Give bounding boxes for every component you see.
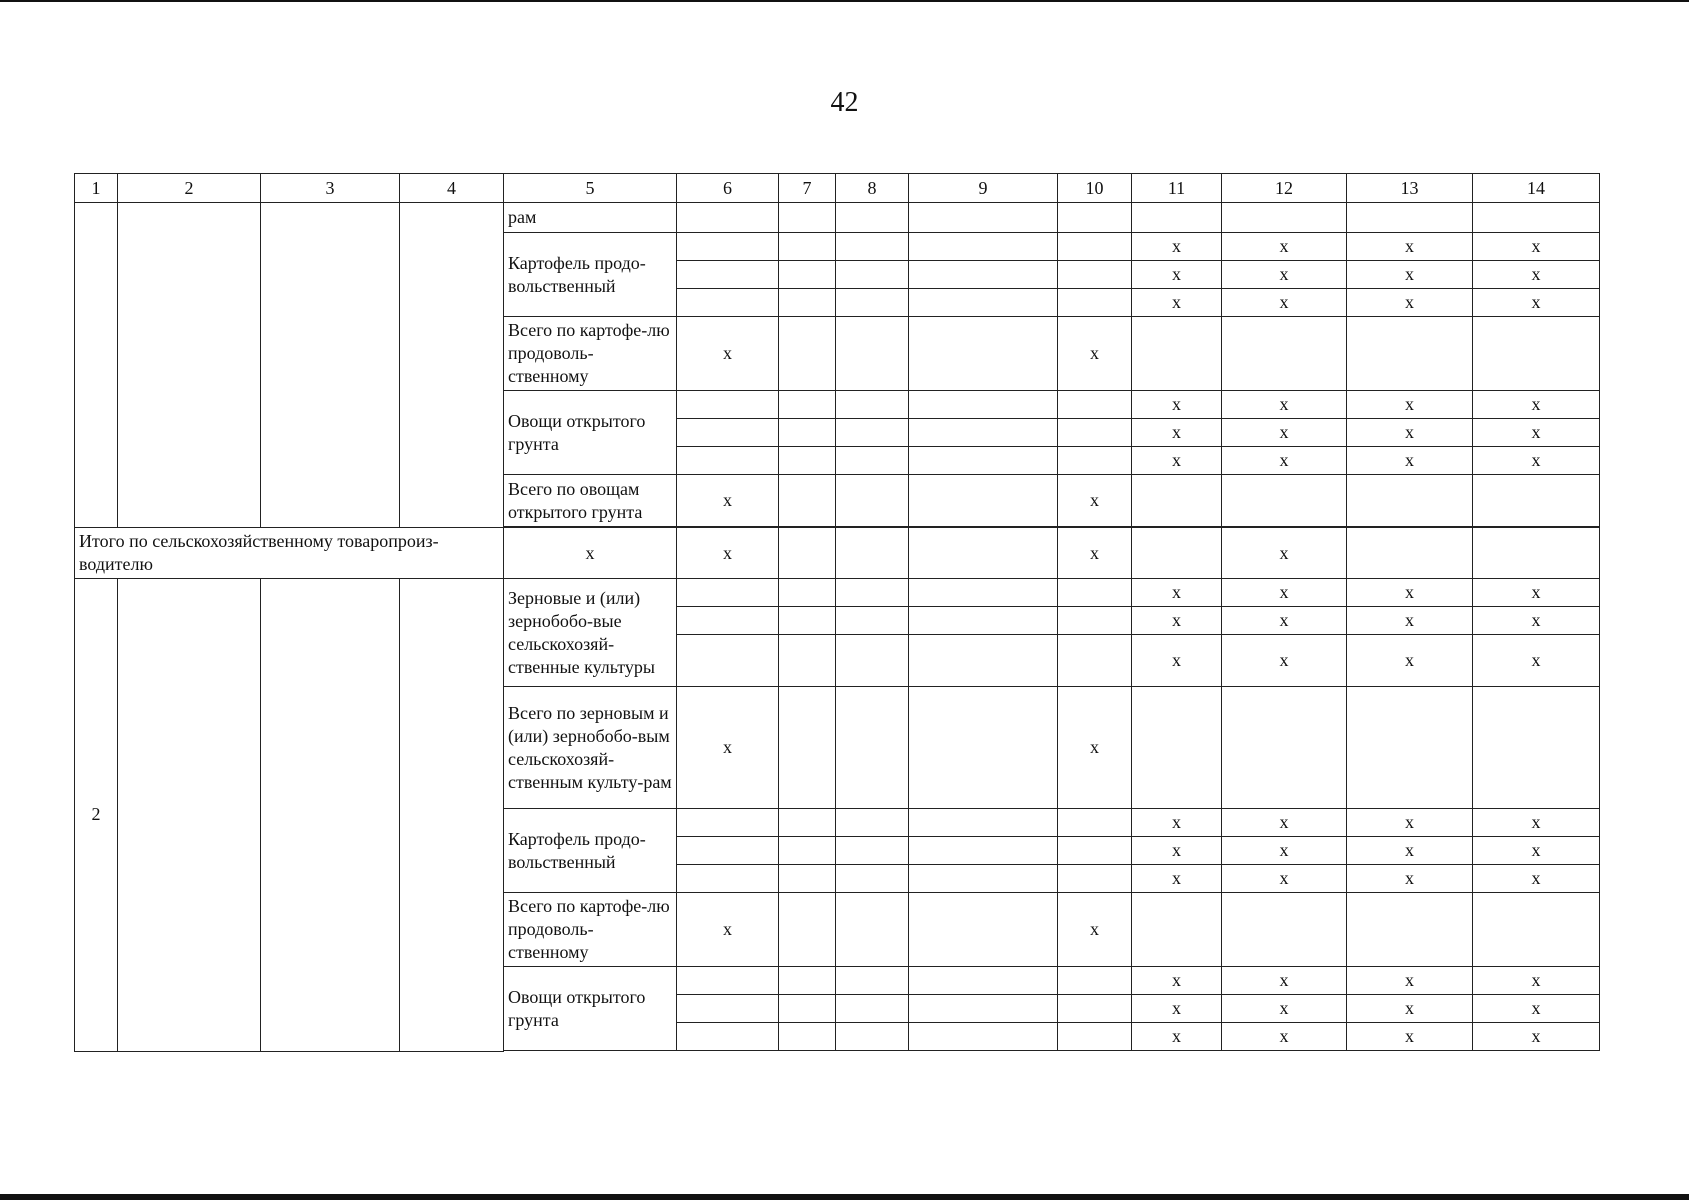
x-mark: x [1473, 967, 1600, 995]
x-mark: x [1222, 865, 1347, 893]
x-mark: x [677, 317, 779, 391]
x-mark: x [1222, 607, 1347, 635]
x-mark: x [1132, 261, 1222, 289]
x-mark: x [1473, 865, 1600, 893]
x-mark: x [1058, 528, 1132, 579]
header-cell: 1 [75, 174, 118, 203]
x-mark: x [1347, 261, 1473, 289]
x-mark: x [1132, 607, 1222, 635]
header-cell: 13 [1347, 174, 1473, 203]
x-mark: x [677, 475, 779, 527]
x-mark: x [1222, 289, 1347, 317]
header-cell: 11 [1132, 174, 1222, 203]
x-mark: x [1473, 289, 1600, 317]
crop-label: Зерновые и (или) зернобобо-вые сельскохозяй-ственные культуры [504, 579, 677, 687]
total-label: Всего по зерновым и (или) зернобобо-вым сельскохозяй-ственным культу-рам [504, 687, 677, 809]
x-mark: x [1473, 579, 1600, 607]
x-mark: x [1222, 528, 1347, 579]
total-label: Всего по картофе-лю продоволь-ственному [504, 893, 677, 967]
x-mark: x [1473, 607, 1600, 635]
header-cell: 7 [779, 174, 836, 203]
x-mark: x [1473, 1023, 1600, 1051]
x-mark: x [1347, 635, 1473, 687]
x-mark: x [1132, 447, 1222, 475]
x-mark: x [1132, 233, 1222, 261]
x-mark: x [1132, 289, 1222, 317]
table-row [75, 203, 1600, 233]
x-mark: x [1347, 837, 1473, 865]
x-mark: x [1222, 995, 1347, 1023]
x-mark: x [1473, 447, 1600, 475]
page-frame-top [0, 0, 1689, 2]
crop-label: рам [504, 203, 677, 233]
x-mark: x [1347, 967, 1473, 995]
x-mark: x [677, 687, 779, 809]
x-mark: x [1473, 837, 1600, 865]
x-mark: x [1132, 419, 1222, 447]
x-mark: x [1347, 865, 1473, 893]
x-mark: x [1347, 447, 1473, 475]
crop-label: Овощи открытого грунта [504, 391, 677, 475]
header-cell: 3 [261, 174, 400, 203]
header-cell: 10 [1058, 174, 1132, 203]
x-mark: x [504, 528, 677, 579]
x-mark: x [1473, 995, 1600, 1023]
col3-cell [261, 579, 400, 1052]
x-mark: x [1058, 317, 1132, 391]
x-mark: x [1132, 995, 1222, 1023]
x-mark: x [1132, 579, 1222, 607]
x-mark: x [1132, 1023, 1222, 1051]
header-cell: 6 [677, 174, 779, 203]
page-frame-bottom [0, 1194, 1689, 1200]
x-mark: x [1058, 475, 1132, 527]
page-number: 42 [830, 87, 859, 118]
x-mark: x [1132, 809, 1222, 837]
x-mark: x [677, 893, 779, 967]
row-number-cell [75, 203, 118, 528]
x-mark: x [1132, 967, 1222, 995]
table-row [75, 579, 1600, 607]
x-mark: x [1473, 261, 1600, 289]
x-mark: x [1347, 289, 1473, 317]
header-cell: 12 [1222, 174, 1347, 203]
x-mark: x [1222, 261, 1347, 289]
header-cell: 9 [909, 174, 1058, 203]
col4-cell [400, 203, 504, 528]
x-mark: x [1473, 419, 1600, 447]
col3-cell [261, 203, 400, 528]
col4-cell [400, 579, 504, 1052]
x-mark: x [1132, 635, 1222, 687]
x-mark: x [1222, 809, 1347, 837]
data-table [74, 173, 1600, 1052]
total-label: Всего по овощам открытого грунта [504, 475, 677, 527]
col2-cell [118, 203, 261, 528]
x-mark: x [1222, 579, 1347, 607]
x-mark: x [1132, 865, 1222, 893]
header-cell: 5 [504, 174, 677, 203]
x-mark: x [1347, 233, 1473, 261]
x-mark: x [1222, 391, 1347, 419]
col2-cell [118, 579, 261, 1052]
x-mark: x [1222, 447, 1347, 475]
x-mark: x [1058, 687, 1132, 809]
subtotal-label: Итого по сельскохозяйственному товаропроиз-водителю [75, 528, 504, 579]
x-mark: x [1347, 995, 1473, 1023]
x-mark: x [1222, 233, 1347, 261]
crop-label: Картофель продо-вольственный [504, 809, 677, 893]
x-mark: x [1222, 837, 1347, 865]
x-mark: x [1058, 893, 1132, 967]
x-mark: x [1473, 233, 1600, 261]
header-row [75, 174, 1600, 203]
header-cell: 8 [836, 174, 909, 203]
x-mark: x [1473, 809, 1600, 837]
header-cell: 2 [118, 174, 261, 203]
x-mark: x [1347, 809, 1473, 837]
x-mark: x [1473, 391, 1600, 419]
x-mark: x [1222, 419, 1347, 447]
crop-label: Овощи открытого грунта [504, 967, 677, 1051]
row-number-cell: 2 [75, 579, 118, 1052]
x-mark: x [1347, 1023, 1473, 1051]
subtotal-row [75, 528, 1600, 579]
total-label: Всего по картофе-лю продоволь-ственному [504, 317, 677, 391]
x-mark: x [677, 528, 779, 579]
header-cell: 4 [400, 174, 504, 203]
crop-label: Картофель продо-вольственный [504, 233, 677, 317]
x-mark: x [1473, 635, 1600, 687]
x-mark: x [1347, 579, 1473, 607]
x-mark: x [1222, 967, 1347, 995]
x-mark: x [1347, 419, 1473, 447]
x-mark: x [1347, 607, 1473, 635]
x-mark: x [1132, 391, 1222, 419]
header-cell: 14 [1473, 174, 1600, 203]
x-mark: x [1347, 391, 1473, 419]
x-mark: x [1222, 635, 1347, 687]
x-mark: x [1132, 837, 1222, 865]
x-mark: x [1222, 1023, 1347, 1051]
